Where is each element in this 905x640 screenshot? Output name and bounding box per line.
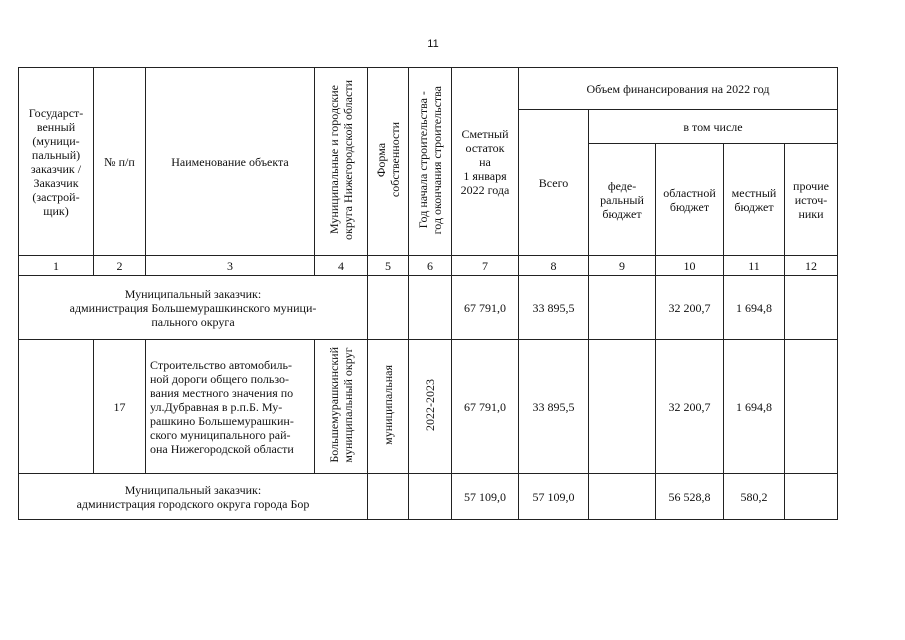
total-value: 33 895,5 [519,276,589,340]
header-federal: феде- ральный бюджет [589,144,656,256]
balance-value: 57 109,0 [452,474,519,520]
regional-value: 32 200,7 [656,340,724,474]
regional-value: 32 200,7 [656,276,724,340]
federal-value [589,340,656,474]
column-number: 5 [368,256,409,276]
header-other: прочие источ- ники [785,144,838,256]
total-value: 33 895,5 [519,340,589,474]
header-total: Всего [519,110,589,256]
district-name: Большемурашкинский муниципальный округ [315,340,368,474]
column-numbers-row [19,256,838,276]
financing-table [18,67,838,520]
other-value [785,276,838,340]
local-value: 580,2 [724,474,785,520]
total-value: 57 109,0 [519,474,589,520]
other-value [785,474,838,520]
row-number: 17 [94,340,146,474]
header-customer: Государст- венный (муници- пальный) заказчик / Заказчик (застрой- щик) [19,68,94,256]
local-value: 1 694,8 [724,340,785,474]
table-row [19,474,838,520]
local-value: 1 694,8 [724,276,785,340]
regional-value: 56 528,8 [656,474,724,520]
column-number: 8 [519,256,589,276]
header-regional: областной бюджет [656,144,724,256]
customer-title: Муниципальный заказчик: администрация городского округа города Бор [19,474,368,520]
column-number: 1 [19,256,94,276]
column-number: 10 [656,256,724,276]
column-number: 12 [785,256,838,276]
other-value [785,340,838,474]
balance-value: 67 791,0 [452,340,519,474]
balance-value: 67 791,0 [452,276,519,340]
page-number: 11 [427,38,439,50]
header-number: № п/п [94,68,146,256]
column-number: 7 [452,256,519,276]
column-number: 3 [146,256,315,276]
header-local: местный бюджет [724,144,785,256]
header-funding-volume: Объем финансирования на 2022 год [519,68,838,110]
header-district: Муниципальные и городские округа Нижегородской области [315,68,368,256]
column-number: 11 [724,256,785,276]
header-including: в том числе [589,110,838,144]
construction-years: 2022-2023 [409,340,452,474]
federal-value [589,474,656,520]
header-ownership: Форма собственности [368,68,409,256]
column-number: 9 [589,256,656,276]
header-object-name: Наименование объекта [146,68,315,256]
object-name: Строительство автомобиль- ной дороги общего пользо- вания местного значения по ул.Дубравная в р.п.Б. Му- рашкино Большемурашкин- ского муниципального рай- она Нижегородской области [146,340,315,474]
table-row [19,340,838,474]
column-number: 2 [94,256,146,276]
customer-title: Муниципальный заказчик: администрация Большемурашкинского муници- пального округа [19,276,368,340]
column-number: 6 [409,256,452,276]
table-row [19,276,838,340]
ownership-form: муниципальная [368,340,409,474]
column-number: 4 [315,256,368,276]
federal-value [589,276,656,340]
header-balance: Сметный остаток на 1 января 2022 года [452,68,519,256]
header-years: Год начала строительства - год окончания строительства [409,68,452,256]
